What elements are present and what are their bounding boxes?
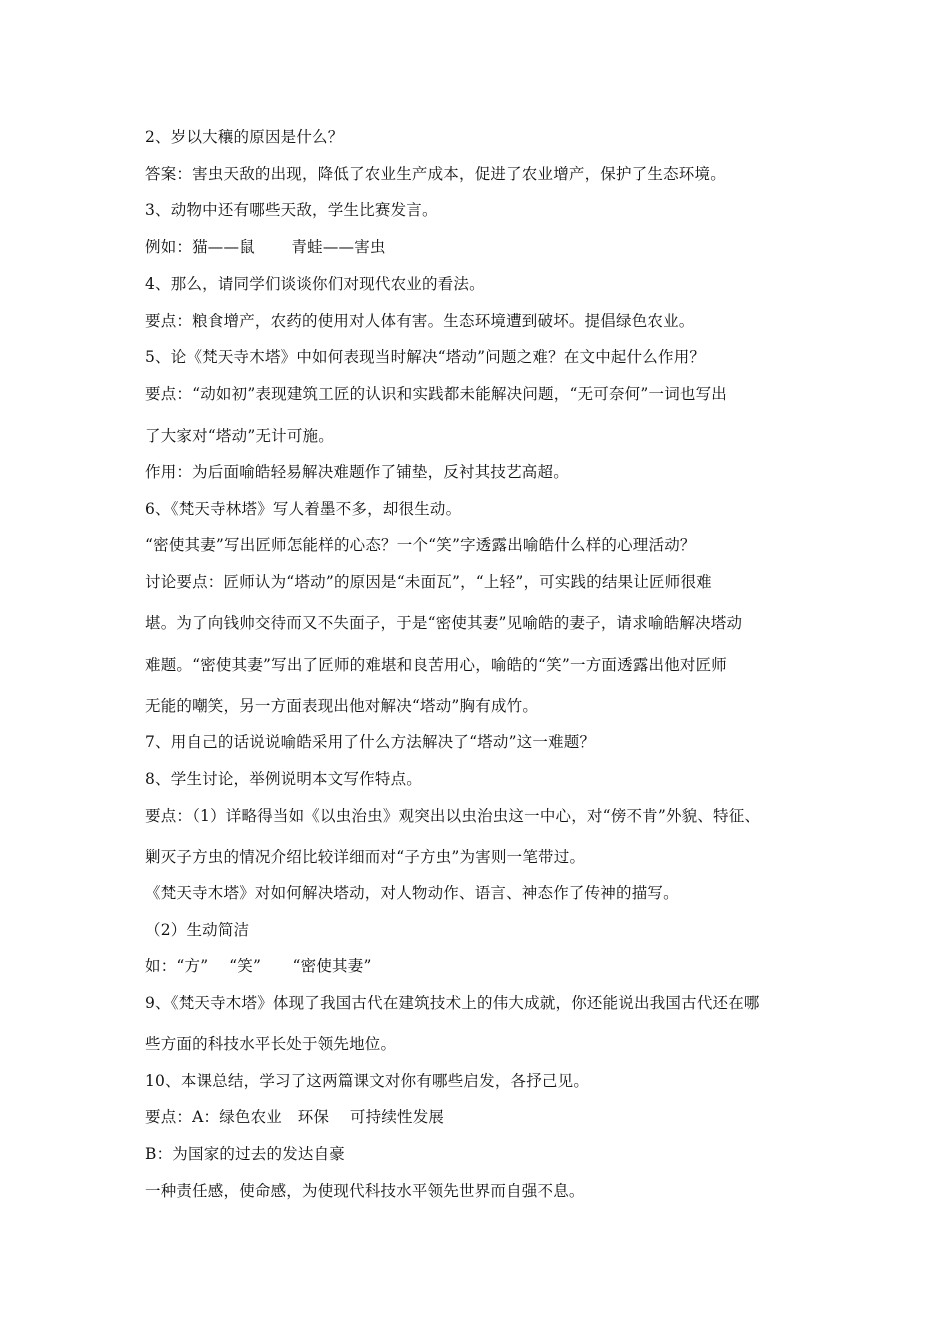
key-points-8-line-2: 剿灭子方虫的情况介绍比较详细而对“子方虫”为害则一笔带过。 [145, 848, 586, 866]
question-4: 4、那么，请同学们谈谈你们对现代农业的看法。 [145, 275, 485, 293]
question-2: 2、岁以大穰的原因是什么？ [145, 128, 344, 146]
key-points-5-line-2: 了大家对“塔动”无计可施。 [145, 427, 334, 445]
question-7: 7、用自己的话说说喻皓采用了什么方法解决了“塔动”这一难题？ [145, 733, 596, 751]
key-points-8-line-3: 《梵天寺木塔》对如何解决塔动，对人物动作、语言、神态作了传神的描写。 [145, 884, 679, 902]
discussion-6-line-2: 堪。为了向钱帅交待而又不失面子，于是“密使其妻”见喻皓的妻子，请求喻皓解决塔动 [145, 614, 743, 632]
discussion-6-line-4: 无能的嘲笑，另一方面表现出他对解决“塔动”胸有成竹。 [145, 697, 539, 715]
question-5: 5、论《梵天寺木塔》中如何表现当时解决“塔动”问题之难？在文中起什么作用？ [145, 348, 706, 366]
function-5: 作用：为后面喻皓轻易解决难题作了铺垫，反衬其技艺高超。 [145, 463, 569, 481]
key-points-8-item-2: （2）生动简洁 [145, 921, 250, 939]
key-points-10-a: 要点：A：绿色农业 环保 可持续性发展 [145, 1108, 445, 1126]
key-points-10-c: 一种责任感，使命感，为使现代科技水平领先世界而自强不息。 [145, 1182, 585, 1200]
example-8: 如：“方” “笑” “密使其妻” [145, 957, 372, 975]
answer-2: 答案：害虫天敌的出现，降低了农业生产成本，促进了农业增产，保护了生态环境。 [145, 165, 726, 183]
key-points-8-line-1: 要点：（1）详略得当如《以虫治虫》观突出以虫治虫这一中心，对“傍不肯”外貌、特征、 [145, 807, 761, 825]
question-8: 8、学生讨论，举例说明本文写作特点。 [145, 770, 422, 788]
question-9-line-2: 些方面的科技水平长处于领先地位。 [145, 1035, 397, 1053]
key-points-5-line-1: 要点：“动如初”表现建筑工匠的认识和实践都未能解决问题，“无可奈何”一词也写出 [145, 385, 727, 403]
key-points-10-b: B：为国家的过去的发达自豪 [145, 1145, 345, 1163]
question-6: 6、《梵天寺林塔》写人着墨不多，却很生动。 [145, 500, 462, 518]
question-3: 3、动物中还有哪些天敌，学生比赛发言。 [145, 201, 438, 219]
question-6-sub: “密使其妻”写出匠师怎能样的心态？一个“笑”字透露出喻皓什么样的心理活动？ [145, 536, 696, 554]
question-9-line-1: 9、《梵天寺木塔》体现了我国古代在建筑技术上的伟大成就，你还能说出我国古代还在哪 [145, 994, 760, 1012]
discussion-6-line-1: 讨论要点：匠师认为“塔动”的原因是“未面瓦”，“上轻”，可实践的结果让匠师很难 [145, 573, 712, 591]
question-10: 10、本课总结，学习了这两篇课文对你有哪些启发，各抒己见。 [145, 1072, 590, 1090]
key-points-4: 要点：粮食增产，农药的使用对人体有害。生态环境遭到破坏。提倡绿色农业。 [145, 312, 695, 330]
example-3: 例如：猫——鼠 青蛙——害虫 [145, 238, 386, 256]
discussion-6-line-3: 难题。“密使其妻”写出了匠师的难堪和良苦用心，喻皓的“笑”一方面透露出他对匠师 [145, 656, 727, 674]
